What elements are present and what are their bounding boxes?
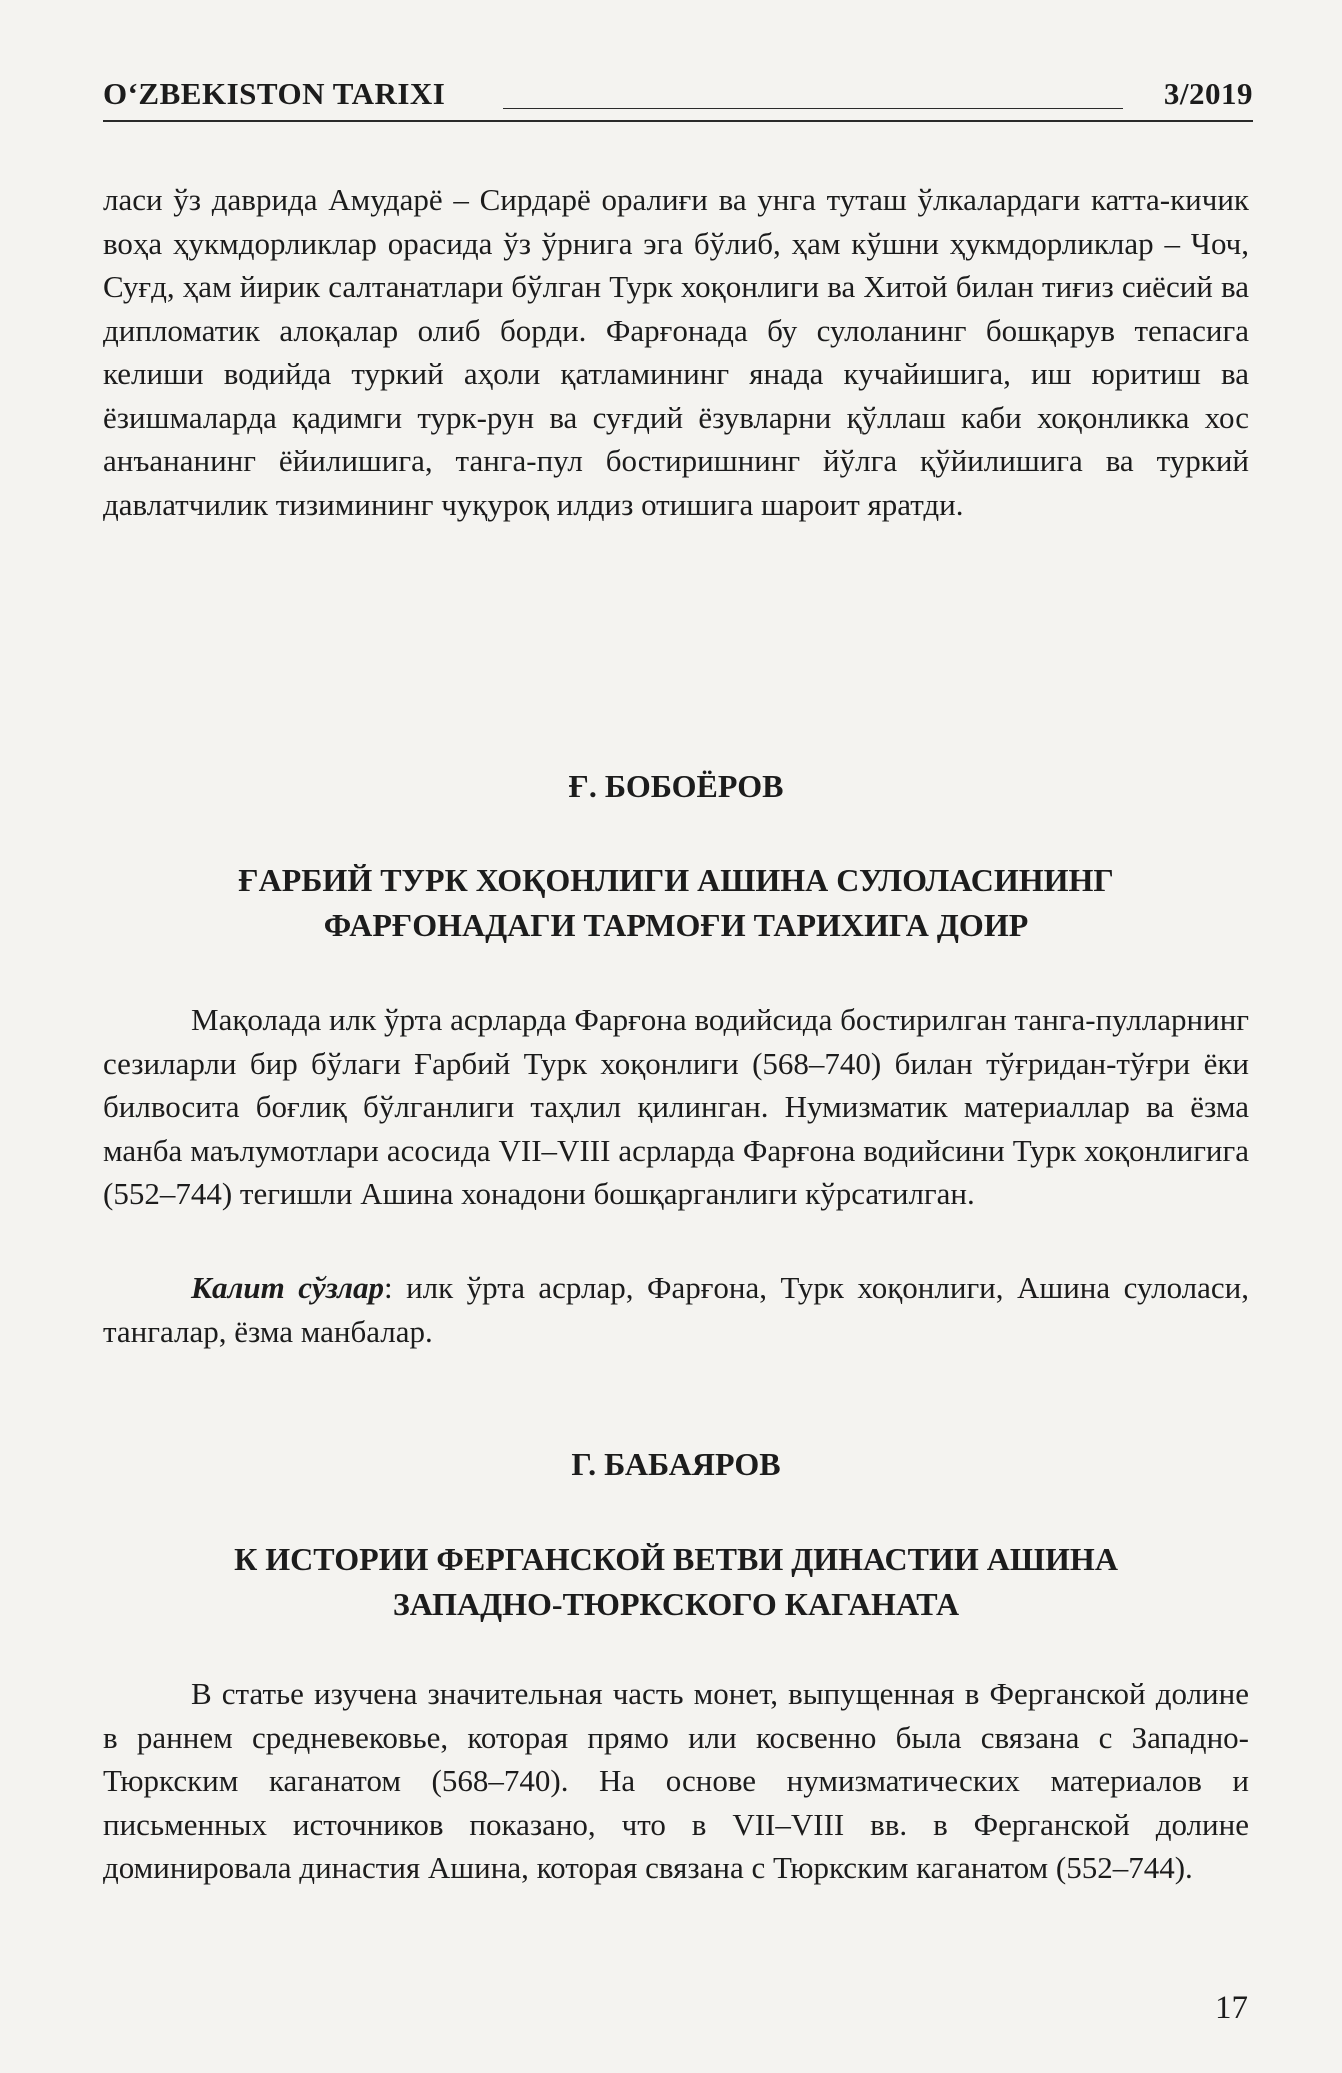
continuation-paragraph: ласи ўз даврида Амударё – Сирдарё оралиғи ва унга туташ ўлкалардаги катта-кичик воҳа ҳукмдорликлар орасида ўз ўрнига эга бўлиб, ҳам кўшни ҳукмдорликлар – Чоч, Суғд, ҳам йирик салтанатлари бўлган Турк хоқонлиги ва Хитой билан тиғиз сиёсий ва дипломатик алоқалар олиб борди. Фарғонада бу сулоланинг бошқарув тепасига келиши водийда туркий аҳоли қатламининг янада кучайишига, иш юритиш ва ёзишмаларда қадимги турк-рун ва суғдий ёзувларни қўллаш каби хоқонликка хос анъананинг ёйилишига, танга-пул бостиришнинг йўлга қўйилишига ва туркий давлатчилик тизимининг чуқуроқ илдиз отишига шароит яратди. [103,182,1249,522]
keywords-list: : илк ўрта асрлар, Фарғона, Турк хоқонлиги, Ашина сулоласи, тангалар, ёзма манбалар. [103,1270,1249,1349]
page-number: 17 [1215,1990,1248,2026]
issue-number: 3/2019 [1163,76,1253,111]
russian-abstract: В статье изучена значительная часть монет, выпущенная в Ферганской долине в раннем средневековье, которая прямо или косвенно была связана с Западно-Тюркским каганатом (568–740). На основе нумизматических материалов и письменных источников показано, что в VII–VIII вв. в Ферганской долине доминировала династия Ашина, которая связана с Тюркским каганатом (552–744). [103,1676,1249,1885]
uzbek-title-line-1: ҒАРБИЙ ТУРК ХОҚОНЛИГИ АШИНА СУЛОЛАСИНИНГ [238,862,1114,898]
journal-title: O‘ZBEKISTON TARIXI [103,76,446,111]
uzbek-keywords [103,1266,1249,1353]
uzbek-author: Ғ. БОБОЁРОВ [568,768,784,804]
keywords-label: Калит сўзлар [191,1270,385,1305]
russian-title-line-2: ЗАПАДНО-ТЮРКСКОГО КАГАНАТА [392,1586,960,1622]
russian-author: Г. БАБАЯРОВ [571,1446,781,1482]
russian-title-line-1: К ИСТОРИИ ФЕРГАНСКОЙ ВЕТВИ ДИНАСТИИ АШИНА [234,1541,1118,1577]
running-head [103,72,1253,122]
uzbek-abstract: Мақолада илк ўрта асрларда Фарғона водийсида бостирилган танга-пулларнинг сезиларли бир бўлаги Ғарбий Турк хоқонлиги (568–740) билан тўғридан-тўғри ёки билвосита боғлиқ бўлганлиги таҳлил қилинган. Нумизматик материаллар ва ёзма манба маълумотлари асосида VII–VIII асрларда Фарғона водийсини Турк хоқонлигига (552–744) тегишли Ашина хонадони бошқарганлиги кўрсатилган. [103,1002,1249,1211]
header-rule [503,108,1123,109]
uzbek-title-line-2: ФАРҒОНАДАГИ ТАРМОҒИ ТАРИХИГА ДОИР [323,907,1029,943]
